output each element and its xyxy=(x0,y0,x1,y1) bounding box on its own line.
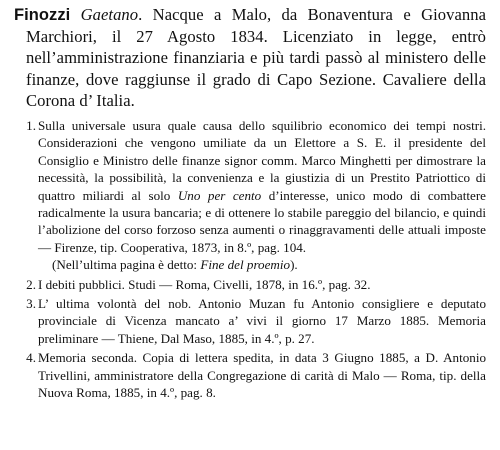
note-text: (Nell’ultima pagina è detto: xyxy=(52,257,201,273)
entry-text: Memoria seconda. Copia di lettera spedita, in data 3 Giugno 1885, a D. Antonio Trivellini, amministratore della Congregazione di carità di Malo — Roma, tip. della Nuova Roma, 1885, in 4.º, pag. 8. xyxy=(38,350,486,401)
entry-text-continued: d’interesse, unico modo di combattere radicalmente la usura bancaria; e di ottenere lo stabile pareggio del bilancio, e quindi l’abolizione del corso forzoso senza aumenti o rinaggravamenti delle attuali imposte — Firenze, tip. Cooperativa, 1873, in 8.º, pag. 104. xyxy=(38,187,486,255)
author-biography: . Nacque a Malo, da Bonaventura e Giovanna Marchiori, il 27 Agosto 1834. Licenziato in legge, entrò nell’amministrazione finanziaria e più tardi passò al ministero delle finanze, dove raggiunse il grado di Capo Sezione. Cavaliere della Corona d’ Italia. xyxy=(26,5,486,110)
works-list xyxy=(14,117,486,402)
entry-text: L’ ultima volontà del nob. Antonio Muzan fu Antonio consigliere e deputato provinciale di Vicenza mancato a’ vivi il giorno 17 Marzo 1885. Memoria preliminare — Thiene, Dal Maso, 1885, in 4.º, p. 27. xyxy=(38,296,486,346)
entry-note xyxy=(38,256,486,273)
work-entry-3 xyxy=(14,295,486,347)
note-end: ). xyxy=(290,257,298,273)
entry-number: 3. xyxy=(26,296,36,312)
work-entry-4 xyxy=(14,349,486,401)
entry-text: I debiti pubblici. Studi — Roma, Civelli, 1878, in 16.º, pag. 32. xyxy=(38,276,371,292)
bibliography-page xyxy=(14,4,486,404)
author-entry-header xyxy=(14,4,486,111)
author-given-name: Gaetano xyxy=(80,5,139,24)
entry-number: 4. xyxy=(26,350,36,366)
work-entry-1 xyxy=(14,117,486,274)
entry-text: Sulla universale usura quale causa dello squilibrio economico dei tempi nostri. Considerazioni che vengono umiliate da un Elettore a S. E. il presidente del Consiglio e Ministro delle finanze signor comm. Marco Minghetti per dimostrare la necessità, la possibilità, la convenienza e la giustizia di un Prestito Patriottico di quattro miliardi al solo xyxy=(38,118,486,203)
entry-number: 2. xyxy=(26,276,36,292)
work-entry-2 xyxy=(14,276,486,293)
author-surname: Finozzi xyxy=(14,6,71,24)
note-italic: Fine del proemio xyxy=(200,257,291,273)
entry-number: 1. xyxy=(26,118,36,134)
entry-italic-phrase: Uno per cento xyxy=(177,187,262,203)
